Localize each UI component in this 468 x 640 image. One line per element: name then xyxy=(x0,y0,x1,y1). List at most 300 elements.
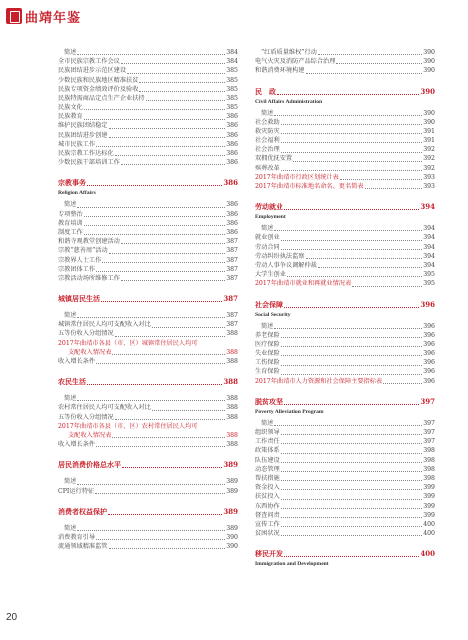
dot-leader xyxy=(281,374,422,375)
toc-section-heading[interactable] xyxy=(255,396,435,408)
toc-entry[interactable] xyxy=(58,210,238,219)
dot-leader xyxy=(281,508,422,509)
toc-entry[interactable] xyxy=(255,358,435,367)
toc-entry-title: 民族特需商品定点生产企业扶持 xyxy=(58,94,145,102)
section-title: 移民开发 xyxy=(255,549,283,559)
dot-leader xyxy=(281,453,422,454)
dot-leader xyxy=(95,493,225,494)
toc-entry-title: 东西协作 xyxy=(255,502,280,510)
toc-entry[interactable] xyxy=(255,243,435,252)
toc-section-heading[interactable] xyxy=(58,459,238,471)
dot-leader xyxy=(284,556,419,557)
toc-section-heading[interactable] xyxy=(58,177,238,189)
toc-entry[interactable] xyxy=(58,103,238,112)
toc-entry-page: 394 xyxy=(423,225,435,233)
toc-entry[interactable] xyxy=(255,66,435,75)
section-title: 宗教事务 xyxy=(58,178,86,188)
section-title: 民 政 xyxy=(255,86,276,96)
seal-icon xyxy=(6,8,22,24)
dot-leader xyxy=(274,425,422,426)
toc-entry-page: 396 xyxy=(423,331,435,339)
toc-entry[interactable] xyxy=(58,440,238,449)
toc-entry-page: 388 xyxy=(226,330,238,338)
toc-entry[interactable] xyxy=(255,270,435,279)
toc-entry[interactable] xyxy=(58,57,238,66)
toc-entry[interactable] xyxy=(58,158,238,167)
toc-entry-title: 民族文化 xyxy=(58,104,83,112)
toc-entry-title: 五等份收入分组情况 xyxy=(58,330,114,338)
toc-entry[interactable] xyxy=(255,483,435,492)
toc-entry[interactable] xyxy=(58,265,238,274)
toc-entry-page: 390 xyxy=(423,118,435,126)
toc-entry[interactable] xyxy=(58,542,238,551)
dot-leader xyxy=(287,276,422,277)
dot-leader xyxy=(152,327,225,328)
toc-entry[interactable] xyxy=(58,431,238,440)
dot-leader xyxy=(281,170,422,171)
logo-text: 曲靖年鉴 xyxy=(25,10,82,26)
toc-entry-page: 390 xyxy=(226,543,238,551)
toc-entry-page: 389 xyxy=(226,487,238,495)
toc-entry-page: 387 xyxy=(226,247,238,255)
section-title: 城镇居民生活 xyxy=(58,294,100,304)
dot-leader xyxy=(96,146,225,147)
toc-entry[interactable] xyxy=(58,200,238,209)
toc-entry-title: 宗教活动场所维修工作 xyxy=(58,274,120,282)
toc-entry-title: 医疗保险 xyxy=(255,340,280,348)
page-header xyxy=(0,0,468,34)
toc-entry[interactable] xyxy=(58,357,238,366)
toc-entry-page: 385 xyxy=(226,104,238,112)
toc-entry[interactable] xyxy=(58,274,238,283)
toc-entry-title: 政策体系 xyxy=(255,447,280,455)
toc-entry[interactable] xyxy=(58,403,238,412)
toc-entry-page: 397 xyxy=(423,438,435,446)
dot-leader xyxy=(281,462,422,463)
toc-entry-page: 387 xyxy=(226,265,238,273)
dot-leader xyxy=(109,128,226,129)
toc-entry-title: 简述 xyxy=(64,395,77,403)
toc-entry-page: 392 xyxy=(423,146,435,154)
toc-entry-page: 386 xyxy=(226,122,238,130)
toc-entry[interactable] xyxy=(255,252,435,261)
toc-entry-title: 收入增长条件 xyxy=(58,441,96,449)
toc-right-column xyxy=(255,48,435,571)
toc-entry-title: 五等份收入分组情况 xyxy=(58,413,114,421)
toc-entry-page: 396 xyxy=(423,350,435,358)
toc-entry[interactable] xyxy=(255,474,435,483)
toc-entry-title: 民族教育 xyxy=(58,113,83,121)
toc-entry-title: 帮扶措施 xyxy=(255,474,280,482)
section-title: 劳动就业 xyxy=(255,202,283,212)
toc-entry-title: 简述 xyxy=(64,478,77,486)
toc-entry-title: 队伍建设 xyxy=(255,456,280,464)
toc-entry[interactable] xyxy=(58,94,238,103)
toc-entry[interactable] xyxy=(58,122,238,131)
toc-entry-page: 396 xyxy=(423,322,435,330)
toc-entry-title: 动态管理 xyxy=(255,465,280,473)
dot-leader xyxy=(87,185,222,186)
toc-entry-title: 城镇常住居民人均可支配收入对比 xyxy=(58,321,151,329)
toc-entry-page: 388 xyxy=(226,395,238,403)
toc-entry-page: 390 xyxy=(423,67,435,75)
toc-entry-page: 386 xyxy=(226,113,238,121)
dot-leader xyxy=(84,234,225,235)
toc-entry[interactable] xyxy=(255,127,435,136)
toc-entry-title: 督查问责 xyxy=(255,511,280,519)
toc-entry-title: 收入增长条件 xyxy=(58,358,96,366)
toc-entry[interactable] xyxy=(58,246,238,255)
toc-entry-title: 2017年曲靖市人力资源和社会保障主要指标表 xyxy=(255,377,383,385)
dot-leader xyxy=(108,514,222,515)
toc-entry-page: 399 xyxy=(423,484,435,492)
toc-entry-title: 教育培训 xyxy=(58,219,83,227)
dot-leader xyxy=(281,365,422,366)
toc-entry[interactable] xyxy=(255,377,435,386)
toc-entry-page: 385 xyxy=(226,67,238,75)
toc-entry-page: 395 xyxy=(423,271,435,279)
toc-entry-title: 城市民族工作 xyxy=(58,140,96,148)
section-page: 388 xyxy=(223,377,238,387)
toc-section-heading[interactable] xyxy=(58,293,238,305)
toc-entry[interactable] xyxy=(255,428,435,437)
toc-entry[interactable] xyxy=(58,256,238,265)
dot-leader xyxy=(383,383,422,384)
toc-entry-title: 简述 xyxy=(64,201,77,209)
toc-entry[interactable] xyxy=(255,136,435,145)
toc-entry-page: 396 xyxy=(423,368,435,376)
toc-entry[interactable] xyxy=(255,446,435,455)
dot-leader xyxy=(281,355,422,356)
dot-leader xyxy=(281,337,422,338)
dot-leader xyxy=(281,124,422,125)
dot-leader xyxy=(274,328,422,329)
toc-entry-page: 400 xyxy=(423,520,435,528)
toc-entry-page: 398 xyxy=(423,465,435,473)
toc-section-heading[interactable] xyxy=(58,376,238,388)
dot-leader xyxy=(77,530,225,531)
toc-entry[interactable] xyxy=(58,311,238,320)
dot-leader xyxy=(284,209,419,210)
section-english-title: Employment xyxy=(255,214,286,221)
toc-entry-page: 388 xyxy=(226,358,238,366)
dot-leader xyxy=(281,133,422,134)
section-title: 脱贫攻坚 xyxy=(255,396,283,406)
dot-leader xyxy=(318,54,422,55)
toc-entry-title: 民族宗教工作达标化 xyxy=(58,150,114,158)
toc-entry-page: 387 xyxy=(226,321,238,329)
toc-entry[interactable] xyxy=(255,145,435,154)
dot-leader xyxy=(109,253,226,254)
toc-entry-page: 394 xyxy=(423,243,435,251)
toc-entry-title: 制度工作 xyxy=(58,228,83,236)
dot-leader xyxy=(112,437,225,438)
toc-entry[interactable] xyxy=(58,487,238,496)
toc-entry-page: 393 xyxy=(423,173,435,181)
toc-entry[interactable] xyxy=(58,219,238,228)
section-title: 消费者权益保护 xyxy=(58,506,107,516)
toc-entry[interactable] xyxy=(255,437,435,446)
toc-entry[interactable] xyxy=(58,76,238,85)
toc-entry[interactable] xyxy=(255,520,435,529)
toc-entry[interactable] xyxy=(255,419,435,428)
dot-leader xyxy=(284,307,419,308)
toc-entry-page: 386 xyxy=(226,219,238,227)
toc-entry-title: 少数民族干部培训工作 xyxy=(58,159,120,167)
dot-leader xyxy=(306,258,423,259)
toc-entry[interactable] xyxy=(58,524,238,533)
toc-entry[interactable] xyxy=(58,533,238,542)
toc-entry-page: 385 xyxy=(226,85,238,93)
section-english-title: Civil Affairs Administration xyxy=(255,98,323,105)
toc-entry[interactable] xyxy=(255,48,435,57)
toc-entry-page: 393 xyxy=(423,183,435,191)
dot-leader xyxy=(96,271,225,272)
toc-entry-page: 395 xyxy=(423,280,435,288)
toc-entry-title: 宣传工作 xyxy=(255,520,280,528)
toc-entry-page: 389 xyxy=(226,524,238,532)
toc-entry[interactable] xyxy=(255,368,435,377)
toc-entry-title: 扶贫投入 xyxy=(255,493,280,501)
toc-entry-title: 简述 xyxy=(261,225,274,233)
toc-entry-page: 388 xyxy=(226,431,238,439)
toc-entry-page: 384 xyxy=(226,48,238,56)
toc-entry[interactable] xyxy=(58,112,238,121)
toc-entry[interactable] xyxy=(58,339,238,348)
toc-entry[interactable] xyxy=(58,228,238,237)
toc-entry-title: 2017年曲靖市各县（市、区）农村常住居民人均可 xyxy=(58,422,198,430)
toc-entry[interactable] xyxy=(255,173,435,182)
toc-entry-title: 救灾防灾 xyxy=(255,127,280,135)
yearbook-logo xyxy=(6,4,81,28)
dot-leader xyxy=(77,317,225,318)
dot-leader xyxy=(281,535,422,536)
section-page: 394 xyxy=(420,202,435,212)
section-page: 400 xyxy=(420,549,435,559)
toc-entry[interactable] xyxy=(58,422,238,431)
toc-entry-title: “红盾质量维权”行动 xyxy=(261,48,317,56)
toc-entry-page: 397 xyxy=(423,429,435,437)
toc-entry-page: 392 xyxy=(423,155,435,163)
toc-entry-title: 2017年曲靖市各县（市、区）城镇常住居民人均可 xyxy=(58,339,198,347)
toc-entry-page: 387 xyxy=(226,256,238,264)
toc-entry[interactable] xyxy=(255,155,435,164)
toc-entry-page: 386 xyxy=(226,140,238,148)
toc-entry[interactable] xyxy=(255,456,435,465)
toc-entry[interactable] xyxy=(58,394,238,403)
section-page: 390 xyxy=(420,86,435,96)
toc-entry-title: 2017年曲靖市行政区划统计表 xyxy=(255,173,339,181)
toc-entry[interactable] xyxy=(58,320,238,329)
page-number: 20 xyxy=(6,612,18,623)
toc-entry-title: 和谐消费环境构建 xyxy=(255,67,305,75)
dot-leader xyxy=(139,82,225,83)
dot-leader xyxy=(77,484,225,485)
dot-leader xyxy=(281,142,422,143)
toc-entry[interactable] xyxy=(58,348,238,357)
dot-leader xyxy=(281,471,422,472)
dot-leader xyxy=(274,115,422,116)
toc-entry[interactable] xyxy=(255,511,435,520)
toc-entry[interactable] xyxy=(255,57,435,66)
toc-entry-page: 386 xyxy=(226,159,238,167)
toc-entry-page: 386 xyxy=(226,228,238,236)
toc-entry-title: 殡葬改革 xyxy=(255,164,280,172)
toc-entry-page: 385 xyxy=(226,94,238,102)
toc-entry-page: 386 xyxy=(226,201,238,209)
dot-leader xyxy=(77,400,225,401)
dot-leader xyxy=(281,434,422,435)
dot-leader xyxy=(101,301,222,302)
toc-entry[interactable] xyxy=(255,465,435,474)
section-page: 389 xyxy=(223,460,238,470)
dot-leader xyxy=(318,267,422,268)
dot-leader xyxy=(281,489,422,490)
toc-entry[interactable] xyxy=(255,233,435,242)
toc-entry-page: 386 xyxy=(226,150,238,158)
toc-entry-title: 2017年曲靖市就业和再就业情况表 xyxy=(255,280,352,288)
toc-entry-title: 消费教育引导 xyxy=(58,533,96,541)
toc-section-heading[interactable] xyxy=(255,86,435,98)
toc-entry-title: 贫困状况 xyxy=(255,530,280,538)
toc-entry-page: 399 xyxy=(423,511,435,519)
dot-leader xyxy=(84,225,225,226)
dot-leader xyxy=(281,517,422,518)
toc-entry[interactable] xyxy=(255,340,435,349)
dot-leader xyxy=(277,94,419,95)
dot-leader xyxy=(102,262,225,263)
toc-entry[interactable] xyxy=(255,529,435,538)
toc-entry-title: 电气火灾及消防产品综合治理 xyxy=(255,58,336,66)
toc-entry-title: 支配收入情况表 xyxy=(68,348,112,356)
toc-entry-page: 397 xyxy=(423,419,435,427)
toc-entry-page: 386 xyxy=(226,210,238,218)
dot-leader xyxy=(152,410,225,411)
toc-entry-page: 398 xyxy=(423,447,435,455)
dot-leader xyxy=(281,240,422,241)
dot-leader xyxy=(77,54,225,55)
toc-entry-page: 388 xyxy=(226,441,238,449)
toc-entry[interactable] xyxy=(255,261,435,270)
section-title: 居民消费价格总水平 xyxy=(58,460,121,470)
toc-entry[interactable] xyxy=(58,131,238,140)
dot-leader xyxy=(352,286,422,287)
toc-entry-title: 大学生创业 xyxy=(255,271,286,279)
toc-entry[interactable] xyxy=(58,149,238,158)
toc-entry[interactable] xyxy=(255,349,435,358)
toc-entry[interactable] xyxy=(58,48,238,57)
toc-entry[interactable] xyxy=(255,279,435,288)
toc-entry[interactable] xyxy=(255,224,435,233)
toc-section-heading[interactable] xyxy=(255,548,435,560)
section-english-title: Immigration and Development xyxy=(255,561,329,568)
dot-leader xyxy=(281,346,422,347)
dot-leader xyxy=(281,249,422,250)
toc-entry-title: 双拥优抚安置 xyxy=(255,155,293,163)
dot-leader xyxy=(306,73,423,74)
toc-entry[interactable] xyxy=(255,164,435,173)
toc-entry-page: 394 xyxy=(423,261,435,269)
toc-entry-title: 维护民族团结稳定 xyxy=(58,122,108,130)
toc-entry[interactable] xyxy=(255,492,435,501)
toc-entry[interactable] xyxy=(58,237,238,246)
toc-entry-page: 399 xyxy=(423,493,435,501)
dot-leader xyxy=(281,499,422,500)
toc-entry[interactable] xyxy=(58,330,238,339)
dot-leader xyxy=(281,152,422,153)
section-english-title: Social Security xyxy=(255,311,291,318)
toc-entry[interactable] xyxy=(58,85,238,94)
toc-section-heading[interactable] xyxy=(255,201,435,213)
toc-entry-title: 社会福利 xyxy=(255,137,280,145)
dot-leader xyxy=(281,480,422,481)
dot-leader xyxy=(293,161,422,162)
toc-entry-title: 宗教界人士工作 xyxy=(58,256,102,264)
dot-leader xyxy=(281,443,422,444)
toc-entry-page: 390 xyxy=(423,58,435,66)
toc-entry-title: 民族团结进步示范区建设 xyxy=(58,67,127,75)
dot-leader xyxy=(109,137,226,138)
toc-entry[interactable] xyxy=(58,140,238,149)
dot-leader xyxy=(121,280,225,281)
toc-entry-title: 就业创业 xyxy=(255,234,280,242)
toc-entry-page: 394 xyxy=(423,234,435,242)
toc-entry-title: 宗教“慈善周”活动 xyxy=(58,247,108,255)
toc-entry-title: 少数民族和民族地区精准扶贫 xyxy=(58,76,139,84)
dot-leader xyxy=(115,155,226,156)
toc-entry[interactable] xyxy=(255,182,435,191)
toc-entry-title: 劳动人事争议调解仲裁 xyxy=(255,261,317,269)
toc-entry[interactable] xyxy=(255,502,435,511)
dot-leader xyxy=(146,100,226,101)
toc-entry[interactable] xyxy=(255,322,435,331)
section-title: 社会保障 xyxy=(255,299,283,309)
toc-entry-title: 专项整治 xyxy=(58,210,83,218)
section-english-title: Poverty Alleviation Program xyxy=(255,408,324,415)
toc-entry-title: 和谐寺观教堂创建活动 xyxy=(58,238,120,246)
dot-leader xyxy=(84,109,225,110)
toc-entry-page: 396 xyxy=(423,377,435,385)
toc-entry[interactable] xyxy=(255,331,435,340)
toc-entry-page: 399 xyxy=(423,502,435,510)
toc-entry-page: 385 xyxy=(226,76,238,84)
toc-entry[interactable] xyxy=(58,66,238,75)
toc-section-heading[interactable] xyxy=(255,299,435,311)
dot-leader xyxy=(340,179,422,180)
dot-leader xyxy=(127,73,225,74)
section-page: 389 xyxy=(223,506,238,516)
toc-entry[interactable] xyxy=(58,413,238,422)
toc-section-heading[interactable] xyxy=(58,506,238,518)
toc-entry-page: 396 xyxy=(423,340,435,348)
toc-entry-title: 简述 xyxy=(261,322,274,330)
toc-entry-page: 389 xyxy=(226,478,238,486)
toc-entry-title: 2017年曲靖市标准地名命名、更名简表 xyxy=(255,183,364,191)
dot-leader xyxy=(115,336,226,337)
toc-entry-title: 劳动纠纷执法监察 xyxy=(255,252,305,260)
toc-entry[interactable] xyxy=(255,109,435,118)
toc-entry-title: 简述 xyxy=(64,524,77,532)
dot-leader xyxy=(336,63,422,64)
toc-entry[interactable] xyxy=(255,118,435,127)
toc-entry-title: 劳动合同 xyxy=(255,243,280,251)
section-page: 396 xyxy=(420,299,435,309)
dot-leader xyxy=(274,230,422,231)
toc-entry[interactable] xyxy=(58,477,238,486)
dot-leader xyxy=(365,188,423,189)
toc-entry-title: 社会治理 xyxy=(255,146,280,154)
toc-entry-page: 398 xyxy=(423,456,435,464)
